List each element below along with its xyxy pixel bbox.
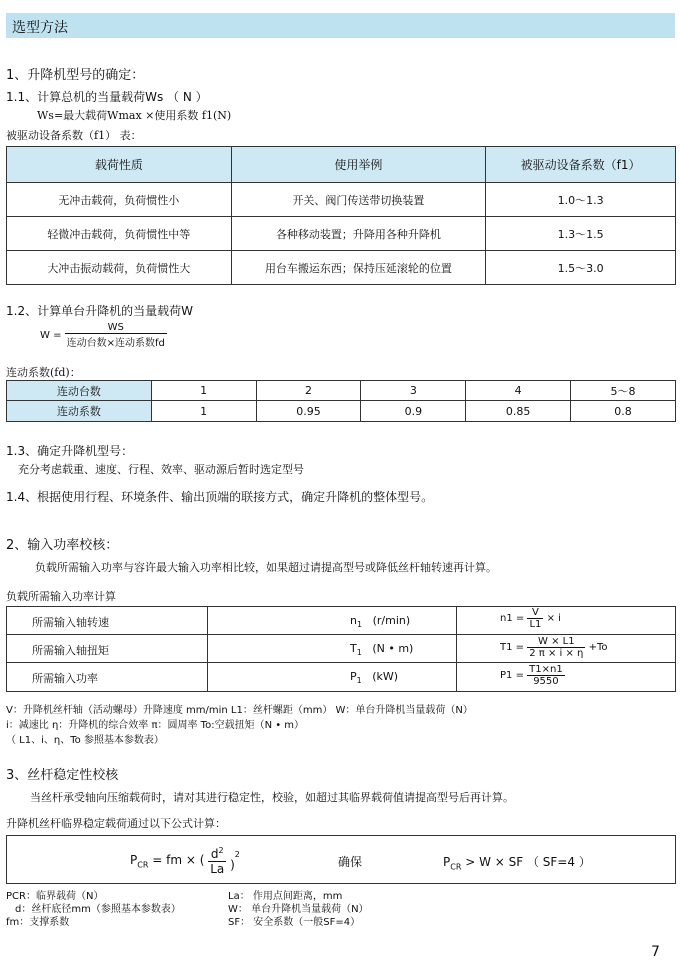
section-2-caption: 负载所需输入功率计算 [6, 590, 116, 603]
stability-condition: $P_{CR} > W$ × SF （ SF=4 ） [443, 855, 591, 872]
table-cell: 用台车搬运东西；保持压延滚轮的位置 [231, 251, 486, 285]
section-2-title: 2、输入功率校核： [6, 538, 119, 553]
formula-lhs: W = [40, 330, 62, 341]
table-cell: 3 [361, 381, 466, 401]
table-cell: 1.5～3.0 [486, 251, 676, 285]
table-cell: 1 [151, 381, 256, 401]
formula-denominator: 连动台数×连动系数fd [66, 338, 165, 349]
legend-right: La： 作用点间距离，mm [228, 891, 343, 902]
section-1-2-formula [40, 322, 167, 349]
legend-right: W： 单台升降机当量载荷（N） [228, 904, 369, 915]
section-1-2-title: 1.2、计算单台升降机的当量载荷W [6, 304, 193, 318]
table-row-label: 连动台数 [7, 381, 152, 401]
table-header: 载荷性质 [7, 147, 232, 183]
table-cell: 0.95 [256, 401, 361, 422]
table-cell: 0.8 [571, 401, 676, 422]
section-1-4-title: 1.4、根据使用行程、环境条件、输出顶端的联接方式，确定升降机的整体型号。 [6, 490, 434, 504]
table-cell: 5～8 [571, 381, 676, 401]
ensure-label: 确保 [338, 855, 363, 869]
legend-left: d：丝杆底径mm（参照基本参数表） [15, 904, 181, 915]
table-cell: 1 [151, 401, 256, 422]
table2-caption: 连动系数(fd)： [6, 366, 81, 379]
power-row-symbol: $n_1$ (r/min) [350, 614, 411, 630]
table-cell: 0.85 [466, 401, 571, 422]
critical-load-formula: $P_{CR}$ = fm × ( $\frac{d^2}{La}$ )$^2$ [130, 846, 240, 876]
table-cell: 1.3～1.5 [486, 217, 676, 251]
section-3-caption: 升降机丝杆临界稳定载荷通过以下公式计算： [6, 817, 226, 830]
section-1-title: 1、升降机型号的确定： [6, 68, 145, 83]
table-cell: 大冲击振动载荷，负荷惯性大 [7, 251, 232, 285]
legend-line: V：升降机丝杆轴（活动螺母）升降速度 mm/min L1：丝杆螺距（mm） W：单台升降机当量载荷（N） [6, 705, 473, 716]
section-3-text: 当丝杆承受轴向压缩载荷时，请对其进行稳定性，校验，如超过其临界载荷值请提高型号后再计算。 [30, 791, 514, 804]
section-1-3-text: 充分考虑载重、速度、行程、效率、驱动源后暂时选定型号 [18, 463, 304, 476]
legend-line: i：减速比 η：升降机的综合效率 π：圆周率 To:空载扭矩（N • m） [6, 720, 305, 731]
torque-formula: T1 = $\frac{W \times L1}{2 \pi \times i \times \eta}$ +To [500, 636, 608, 659]
section-3-title: 3、丝杆稳定性校核 [6, 768, 119, 783]
formula-numerator: WS [65, 322, 167, 334]
load-factor-table [6, 146, 676, 285]
legend-right: SF： 安全系数（一般SF=4） [228, 917, 361, 928]
section-1-1-formula: Ws=最大载荷Wmax ×使用系数 f1(N) [37, 109, 232, 122]
power-row-label: 所需输入功率 [32, 672, 98, 685]
power-row-label: 所需输入轴转速 [32, 616, 109, 629]
table-row-label: 连动系数 [7, 401, 152, 422]
legend-left: fm：支撑系数 [6, 917, 70, 928]
table-cell: 1.0～1.3 [486, 183, 676, 217]
table-cell: 轻微冲击载荷，负荷惯性中等 [7, 217, 232, 251]
power-row-label: 所需输入轴扭矩 [32, 644, 109, 657]
page-title: 选型方法 [12, 20, 68, 36]
linkage-factor-table [6, 380, 676, 422]
table-header: 使用举例 [231, 147, 486, 183]
section-1-1-title: 1.1、计算总机的当量载荷Ws （ N ） [6, 90, 208, 104]
formula-fraction [65, 322, 167, 349]
table-cell: 各种移动装置；升降用各种升降机 [231, 217, 486, 251]
legend-line: （ L1、i、η、To 参照基本参数表） [6, 735, 164, 746]
power-row-symbol: $P_1$ (kW) [350, 670, 399, 686]
table-header: 被驱动设备系数（f1） [486, 147, 676, 183]
table-cell: 开关、阀门传送带切换装置 [231, 183, 486, 217]
speed-formula: n1 = $\frac{V}{L1}$ × i [500, 607, 561, 630]
section-2-text: 负载所需输入功率与容许最大输入功率相比较，如果超过请提高型号或降低丝杆轴转速再计算。 [35, 561, 497, 574]
table-cell: 0.9 [361, 401, 466, 422]
table1-caption: 被驱动设备系数（f1） 表： [6, 129, 142, 142]
page-number: 7 [651, 944, 660, 960]
section-1-3-title: 1.3、确定升降机型号： [6, 444, 134, 458]
power-formula: P1 = $\frac{T1\times n1}{9550}$ [500, 664, 563, 687]
header-banner [6, 13, 675, 38]
power-row-symbol: $T_1$ (N • m) [350, 642, 414, 658]
legend-left: PCR：临界载荷（N） [6, 891, 104, 902]
table-cell: 2 [256, 381, 361, 401]
table-cell: 无冲击载荷，负荷惯性小 [7, 183, 232, 217]
table-cell: 4 [466, 381, 571, 401]
